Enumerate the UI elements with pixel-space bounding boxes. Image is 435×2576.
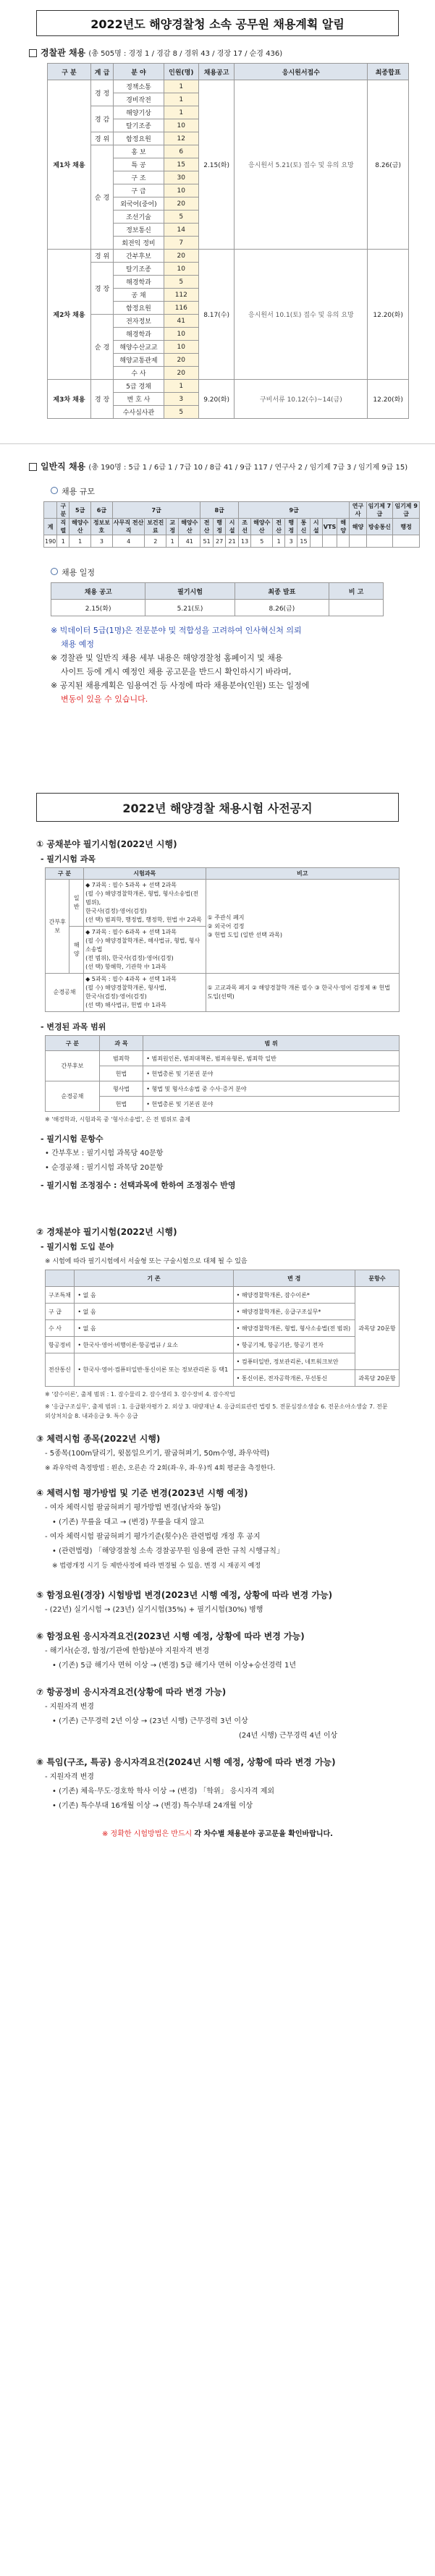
sched-cell: 5.21(토): [145, 600, 235, 616]
scale-value: 190: [44, 535, 57, 548]
new-cell: • 컴퓨터일반, 정보관리론, 네트워크보안: [233, 1353, 355, 1370]
table-row: [46, 868, 400, 880]
scale-value: [366, 535, 393, 548]
scale-value: 3: [91, 535, 113, 548]
notice-h7c: (24년 시행) 근무경력 4년 이상: [239, 1732, 338, 1740]
notice-h1: ① 공채분야 필기시험(2022년 시행): [36, 839, 177, 849]
count-cell: 112: [164, 289, 198, 302]
count-cell: 5: [164, 406, 198, 419]
count-cell: 30: [164, 171, 198, 184]
final-cell: 12.20(화): [368, 250, 409, 380]
field-cell: 전산통신: [46, 1353, 75, 1387]
count-cell: 1: [164, 380, 198, 393]
field-cell: 해양교통관제: [114, 354, 164, 367]
range-cell: • 범죄원인론, 범죄대책론, 범죄유형론, 범죄학 일반: [143, 1051, 400, 1066]
field-cell: 해경학과: [114, 276, 164, 289]
footer-note: [0, 1827, 435, 1838]
count-cell: 20: [164, 250, 198, 263]
footer-red: ※ 정확한 시험방법은 반드시: [102, 1830, 193, 1838]
rank-cell: 순 경: [90, 145, 113, 250]
count-cell: 10: [164, 119, 198, 132]
police-section-title: [29, 46, 435, 59]
notice-h3: ③ 체력시험 종목(2022년 시행): [36, 1434, 161, 1444]
sched-head: 필기시험: [145, 583, 235, 600]
remark-line: ② 외국어 검정: [207, 922, 245, 930]
sched-cell: 8.26(금): [235, 600, 329, 616]
subject-line: (선 택) 해사법규, 헌법 中 1과목: [85, 1002, 166, 1008]
checkbox-icon: [29, 49, 37, 57]
count-cell: 10: [164, 184, 198, 197]
gongo-cell: 9.20(화): [198, 380, 235, 419]
field-cell: 함정요원: [114, 302, 164, 315]
scale-value: 41: [179, 535, 200, 548]
count-cell: 3: [164, 393, 198, 406]
table-header: 변 경: [233, 1270, 355, 1287]
count-cell: 6: [164, 145, 198, 158]
rank-cell: 경 장: [90, 263, 113, 315]
general-scale-table: [43, 501, 420, 548]
field-cell: 탈기조종: [114, 263, 164, 276]
note-1: 빅데이터 5급(1명)은 전문분야 및 적합성을 고려하여 인사혁신처 의뢰: [59, 626, 302, 635]
notice-h1c: - 필기시험 문항수: [41, 1134, 104, 1144]
field-cell: 항공정비: [46, 1337, 75, 1353]
sub-cell: 해양: [69, 927, 84, 974]
subject-cell: [84, 974, 206, 1012]
subject-line: ◆ 7과목 : 필수 5과목 + 선택 2과목: [85, 882, 177, 888]
table-header: 과 목: [99, 1036, 143, 1051]
table-row: [46, 1304, 400, 1320]
notice-h7a: - 지원자격 변경: [45, 1703, 94, 1711]
table-header: 분 야: [114, 64, 164, 80]
scale-head: 9급: [238, 502, 349, 519]
table-row: [46, 1337, 400, 1353]
table-row: [46, 1270, 400, 1287]
new-cell: • 항공기체, 항공기관, 항공기 전자: [233, 1337, 355, 1353]
table-header: 구 분: [48, 64, 91, 80]
new-cell: • 해양경찰학개론, 형법, 형사소송법(전 범위): [233, 1320, 355, 1337]
field-cell: 공 채: [114, 289, 164, 302]
notice-h4: ④ 체력시험 평가방법 및 기준 변경(2023년 시행 예정): [36, 1488, 248, 1498]
scale-value: 27: [213, 535, 226, 548]
sched-cell: 2.15(화): [51, 600, 145, 616]
footer-black: 각 차수별 채용분야 공고문을 확인바랍니다.: [194, 1830, 333, 1838]
field-cell: 변 호 사: [114, 393, 164, 406]
scale-value: [310, 535, 322, 548]
table-row: [46, 1353, 400, 1370]
career-note-2: ※ '응급구조실무', 출제 범위 : 1. 응급환자평가 2. 외상 3. 대량재난 4. 응급의료관련 법령 5. 전문심장소생술 6. 전문소아소생술 7. 전문외상처치술 8. 내과응급 9. 특수 응급: [45, 1403, 388, 1419]
final-cell: 12.20(화): [368, 380, 409, 419]
table-header: 범 위: [143, 1036, 400, 1051]
circle-icon: [51, 568, 58, 575]
scale-subhead: 해양수산: [179, 519, 200, 535]
scale-subhead: 행정: [285, 519, 297, 535]
subject-line: 한국사(검정)·영어(검정): [85, 993, 147, 1000]
scale-subhead: 행정: [213, 519, 226, 535]
field-cell: 정보통신: [114, 224, 164, 237]
table-header: 기 존: [75, 1270, 233, 1287]
subject-cell: 범죄학: [99, 1051, 143, 1066]
field-cell: 구조특채: [46, 1287, 75, 1304]
scale-subhead: 조선: [238, 519, 251, 535]
schedule-table: [51, 582, 384, 616]
count-line-2: • 순경공채 : 필기시험 과목당 20문항: [45, 1164, 164, 1172]
exam-subject-table: [45, 867, 400, 1012]
subject-cell: [84, 880, 206, 927]
scale-value: [393, 535, 420, 548]
table-row: [46, 1287, 400, 1304]
schedule-title: 채용 일정: [51, 566, 435, 578]
scale-value: 15: [297, 535, 311, 548]
general-label: 일반직 채용: [41, 462, 86, 472]
notice-h1d: - 필기시험 조정점수 : 선택과목에 한하여 조정점수 반영: [41, 1181, 236, 1190]
notice-h6a: - 해기사(순경, 함정/기관에 한함)분야 지원자격 변경: [45, 1647, 210, 1655]
general-detail: (총 190명 : 5급 1 / 6급 1 / 7급 10 / 8급 41 / 9급 117 / 연구사 2 / 임기제 7급 3 / 임기제 9급 15): [88, 464, 408, 472]
count-cell: 1: [164, 80, 198, 93]
notice-h4e: ※ 법령개정 시기 등 제반사정에 따라 변경될 수 있음. 변경 시 재공지 예정: [52, 1563, 261, 1570]
scale-value: 1: [273, 535, 285, 548]
scale-value: 1: [69, 535, 91, 548]
rank-cell: 순 경: [90, 315, 113, 380]
scale-head: 임기제 9급: [393, 502, 420, 519]
scale-head: 6급: [91, 502, 113, 519]
rank-cell: 경 감: [90, 106, 113, 132]
range-cell: • 헌법총론 및 기본권 분야: [143, 1097, 400, 1112]
scale-subhead: VTS: [322, 519, 337, 535]
group-cell: 간부후보: [46, 1051, 100, 1081]
table-header: 응시원서접수: [235, 64, 368, 80]
table-row: [48, 380, 409, 393]
scale-value: [322, 535, 337, 548]
scale-value: 13: [238, 535, 251, 548]
sched-cell: [329, 600, 384, 616]
table-header: 시험과목: [84, 868, 206, 880]
group-cell: 제2차 채용: [48, 250, 91, 380]
rank-cell: 경 정: [90, 80, 113, 106]
scale-value: 1: [57, 535, 69, 548]
apply-cell: 응시원서 5.21(토) 접수 및 유의 요망: [235, 80, 368, 250]
table-header: 채용공고: [198, 64, 235, 80]
scale-head: 5급: [69, 502, 91, 519]
subject-cell: 형사법: [99, 1081, 143, 1097]
table-row: [46, 974, 400, 1012]
gongo-cell: 2.15(화): [198, 80, 235, 250]
note-3b: 변동이 있을 수 있습니다.: [61, 694, 148, 704]
field-cell: 구 급: [114, 184, 164, 197]
notice-h4b: • (기존) 무릎을 대고 → (변경) 무릎을 대지 않고: [52, 1518, 204, 1526]
notice-h6b: • (기존) 5급 해기사 면허 이상 → (변경) 5급 해기사 면허 이상+승선경력 1년: [52, 1662, 296, 1670]
rank-cell: 경 위: [90, 250, 113, 263]
table-row: [46, 880, 400, 927]
field-cell: 함정요원: [114, 132, 164, 145]
subject-line: (필 수) 해양경찰학개론, 형사법,: [85, 985, 166, 991]
field-cell: 경비작전: [114, 93, 164, 106]
field-cell: 회전익 정비: [114, 237, 164, 250]
count-cell: 과목당 20문항: [355, 1287, 399, 1370]
count-cell: 5: [164, 211, 198, 224]
group-cell: 순경공채: [46, 974, 84, 1012]
notice-h1b: - 변경된 과목 범위: [41, 1022, 106, 1032]
field-cell: 해양기상: [114, 106, 164, 119]
gongo-cell: 8.17(수): [198, 250, 235, 380]
scale-value: 1: [166, 535, 179, 548]
subject-cell: 헌법: [99, 1066, 143, 1081]
scale-subhead: 직렬: [57, 519, 69, 535]
notice-h4c: - 여자 체력시험 팔굽혀펴기 평가기준(횟수)은 관련법령 개정 후 공지: [45, 1533, 261, 1541]
count-cell: 14: [164, 224, 198, 237]
scale-subhead: 전산: [200, 519, 214, 535]
notice-h2a-note: ※ 시험에 따라 필기시험에서 서술형 또는 구술시험으로 대체 될 수 있음: [45, 1258, 248, 1265]
group-cell: 순경공채: [46, 1081, 100, 1112]
count-cell: 15: [164, 158, 198, 171]
notice-h4d: • (관련법령) 「해양경찰청 소속 경찰공무원 임용에 관한 규칙 시행규칙」: [52, 1547, 284, 1555]
field-cell: 수 사: [46, 1320, 75, 1337]
field-cell: 해경학과: [114, 328, 164, 341]
group-cell: 간부후보: [46, 880, 69, 974]
subject-cell: [84, 927, 206, 974]
scale-subhead: 교정: [166, 519, 179, 535]
sched-head: 비 고: [329, 583, 384, 600]
subject-line: (선 택) 범죄학, 행정법, 행정학, 헌법 中 2과목: [85, 917, 202, 923]
table-row: [46, 1036, 400, 1051]
page-title: 2022년도 해양경찰청 소속 공무원 채용계획 알림: [36, 10, 399, 36]
table-row: [46, 1081, 400, 1097]
notice-h8b: • (기존) 체육·무도·경호학 학사 이상 → (변경) 「학위」 응시자격 제외: [52, 1788, 275, 1795]
table-row: [48, 250, 409, 263]
subject-line: (필 수) 해양경찰학개론, 해사법규, 형법, 형사소송법: [85, 938, 200, 953]
scale-value: 21: [226, 535, 239, 548]
note-2: 경찰관 및 일반직 채용 세부 내용은 해양경찰청 홈페이지 및 채용: [59, 653, 283, 663]
notice-h8: ⑧ 특임(구조, 특공) 응시자격요건(2024년 시행 예정, 상황에 따라 변경 가능): [36, 1757, 336, 1767]
notice-h2: ② 경채분야 필기시험(2022년 시행): [36, 1227, 177, 1237]
count-cell: 116: [164, 302, 198, 315]
circle-icon: [51, 487, 58, 494]
field-cell: 홍 보: [114, 145, 164, 158]
table-row: [46, 1320, 400, 1337]
table-header: 계 급: [90, 64, 113, 80]
scale-head: [44, 502, 57, 519]
remark-cell: [206, 880, 399, 974]
divider: [0, 443, 435, 444]
scale-subhead: 해양: [337, 519, 350, 535]
sub-cell: 일반: [69, 880, 84, 927]
field-cell: 5급 경채: [114, 380, 164, 393]
field-cell: 구 급: [46, 1304, 75, 1320]
range-note: ※ '해경학과, 시험과목 중 '형사소송법', 은 전 범위로 출제: [45, 1116, 191, 1123]
count-cell: 10: [164, 263, 198, 276]
apply-cell: 응시원서 10.1(토) 접수 및 유의 요망: [235, 250, 368, 380]
subject-line: ◆ 7과목 : 필수 6과목 + 선택 1과목: [85, 929, 177, 935]
field-cell: 정책소통: [114, 80, 164, 93]
scale-value: 51: [200, 535, 214, 548]
count-cell: 10: [164, 328, 198, 341]
field-cell: 수 사: [114, 367, 164, 380]
count-cell: 과목당 20문항: [355, 1370, 399, 1387]
rank-cell: 경 위: [90, 132, 113, 145]
field-cell: 수사심사관: [114, 406, 164, 419]
scale-head: 연구사: [350, 502, 366, 519]
scale-value: 5: [251, 535, 273, 548]
scale-subhead: 전산: [273, 519, 285, 535]
scale-subhead: 방송통신: [366, 519, 393, 535]
field-cell: 특 공: [114, 158, 164, 171]
subject-cell: 헌법: [99, 1097, 143, 1112]
field-cell: 조선기술: [114, 211, 164, 224]
notice-h2a: - 필기시험 도입 분야: [41, 1242, 114, 1251]
notice-title: 2022년 해양경찰 채용시험 사전공지: [36, 793, 399, 822]
table-header: 구 분: [46, 1036, 100, 1051]
new-cell: • 통신이론, 전자공학개론, 무선통신: [233, 1370, 355, 1387]
notice-h5a: - (22년) 실기시험 → (23년) 실기시험(35%) + 필기시험(30%) 병행: [45, 1606, 263, 1614]
notice-h1a: - 필기시험 과목: [41, 854, 96, 864]
notice-h8c: • (기존) 특수부대 16개월 이상 → (변경) 특수부대 24개월 이상: [52, 1802, 253, 1810]
range-cell: • 형법 및 형사소송법 중 수사·증거 분야: [143, 1081, 400, 1097]
field-cell: 해양수산교교: [114, 341, 164, 354]
count-cell: 20: [164, 197, 198, 211]
notice-h4a: - 여자 체력시험 팔굽혀펴기 평가방법 변경(남자와 동일): [45, 1504, 221, 1512]
table-header: 문항수: [355, 1270, 399, 1287]
subject-line: ◆ 5과목 : 필수 4과목 + 선택 1과목: [85, 976, 177, 982]
field-cell: 탈기조종: [114, 119, 164, 132]
scale-head: 구분: [57, 502, 69, 519]
scale-subhead: 시설: [226, 519, 239, 535]
count-cell: 10: [164, 341, 198, 354]
count-cell: 5: [164, 276, 198, 289]
field-cell: 간부후보: [114, 250, 164, 263]
table-header: 인원(명): [164, 64, 198, 80]
new-cell: • 해양경찰학개론, 잠수이론*: [233, 1287, 355, 1304]
notice-h6: ⑥ 함정요원 응시자격요건(2023년 시행 예정, 상황에 따라 변경 가능): [36, 1631, 305, 1641]
table-row: [48, 80, 409, 93]
count-cell: 20: [164, 354, 198, 367]
scale-subhead: 계: [44, 519, 57, 535]
scale-title: 채용 규모: [51, 485, 435, 497]
notice-h3b: ※ 좌우악력 측정방법 : 왼손, 오른손 각 2회(좌·우, 좌·우)씩 4회 평균을 측정한다.: [45, 1465, 276, 1472]
sched-head: 최종 발표: [235, 583, 329, 600]
old-cell: • 한국사·영어·컴퓨터일반·통신이론 또는 정보관리론 등 택1: [75, 1353, 233, 1387]
scale-subhead: 사무직 전산직: [113, 519, 144, 534]
count-cell: 7: [164, 237, 198, 250]
table-header: 최종합표: [368, 64, 409, 80]
scale-head: 7급: [112, 502, 200, 519]
scale-value: 4: [112, 535, 145, 548]
count-cell: 20: [164, 367, 198, 380]
table-header: 비고: [206, 868, 399, 880]
police-plan-table: [47, 63, 409, 419]
note-3: 공지된 채용계획은 임용여건 등 사정에 따라 채용분야(인원) 또는 일정에: [59, 681, 310, 690]
note-2b: 사이트 등에 게시 예정인 채용 공고문을 반드시 확인하시기 바라며,: [61, 667, 292, 676]
notice-h7: ⑦ 항공정비 응시자격요건(상황에 따라 변경 가능): [36, 1687, 227, 1697]
sched-head: 채용 공고: [51, 583, 145, 600]
group-cell: 제3차 채용: [48, 380, 91, 419]
subject-line: (전 범위), 한국사(검정)·영어(검정): [85, 955, 174, 961]
career-exam-table: [45, 1270, 400, 1387]
field-cell: 구 조: [114, 171, 164, 184]
notice-h3a: - 5종목(100m달리기, 윗몸일으키기, 팔굽혀펴기, 50m수영, 좌우악력): [45, 1450, 270, 1458]
subject-line: (선 택) 항해학, 기관학 中 1과목: [85, 964, 166, 970]
range-cell: • 헌법총론 및 기본권 분야: [143, 1066, 400, 1081]
scale-value: [350, 535, 366, 548]
scale-value: [337, 535, 350, 548]
police-detail: (총 505명 : 경정 1 / 경감 8 / 경위 43 / 경장 17 / 순경 436): [88, 50, 283, 58]
scale-head: 임기제 7급: [366, 502, 393, 519]
remark-line: ① 주관식 폐지: [207, 914, 245, 921]
count-cell: 1: [164, 93, 198, 106]
note-1b: 채용 예정: [61, 639, 95, 649]
scale-subhead: 시설: [310, 519, 322, 535]
remark-cell: ① 고교과목 폐지 ② 해양경찰학 개론 필수 ③ 한국사·영어 검정제 ④ 헌법 도입(선택): [206, 974, 399, 1012]
general-section-title: [29, 460, 435, 472]
range-table: [45, 1035, 400, 1112]
count-line-1: • 간부후보 : 필기시험 과목당 40문항: [45, 1149, 164, 1157]
old-cell: • 없 음: [75, 1287, 233, 1304]
scale-subhead: 해양수산: [69, 519, 91, 535]
count-cell: 12: [164, 132, 198, 145]
scale-subhead: 해양수산: [251, 519, 273, 535]
table-header: [46, 1270, 75, 1287]
scale-subhead: 행정: [393, 519, 420, 535]
scale-subhead: 보건진료: [145, 519, 166, 535]
notice-h8a: - 지원자격 변경: [45, 1773, 94, 1781]
old-cell: • 없 음: [75, 1320, 233, 1337]
new-cell: • 해양경찰학개론, 응급구조실무*: [233, 1304, 355, 1320]
notice-h7b: • (기존) 근무경력 2년 이상 → (23년 시행) 근무경력 3년 이상: [52, 1717, 248, 1725]
apply-cell: 구비서류 10.12(수)~14(금): [235, 380, 368, 419]
police-label: 경찰관 채용: [41, 48, 86, 58]
scale-subhead: 정보보호: [91, 519, 113, 535]
table-row: [46, 1051, 400, 1066]
field-cell: 외국어(중어): [114, 197, 164, 211]
count-cell: 1: [164, 106, 198, 119]
field-cell: 전자정보: [114, 315, 164, 328]
subject-line: (필 수) 해양경찰학개론, 형법, 형사소송법(전 범위),: [85, 890, 199, 906]
scale-subhead: 통신: [297, 519, 311, 535]
subject-line: 한국사(검정)·영어(검정): [85, 908, 147, 914]
notice-h5: ⑤ 함정요원(경장) 시험방법 변경(2023년 시행 예정, 상황에 따라 변경 가능): [36, 1590, 333, 1600]
count-cell: 41: [164, 315, 198, 328]
old-cell: • 한국사·영어·비행이론·항공법규 / 요소: [75, 1337, 233, 1353]
notes: ※ 빅데이터 5급(1명)은 전문분야 및 적합성을 고려하여 인사혁신처 의뢰 채용 예정 ※ 경찰관 및 일반직 채용 세부 내용은 해양경찰청 홈페이지 및 채용 사이트 등에 게시 예정인 채용 공고문을 반드시 확인하시기 바라며, ※ 공지된 채용계획은 임용여건 등 사정에 따라 채용분야(인원) 또는 일정에 변동이 있을 수 있습니다.: [51, 624, 399, 706]
final-cell: 8.26(금): [368, 80, 409, 250]
scale-value: 2: [145, 535, 166, 548]
scale-value: 3: [285, 535, 297, 548]
group-cell: 제1차 채용: [48, 80, 91, 250]
scale-subhead: 해양: [350, 519, 366, 535]
table-header: 구 분: [46, 868, 84, 880]
rank-cell: 경 장: [90, 380, 113, 419]
career-note-1: ※ '잠수이론', 출제 범위 : 1. 잠수물리 2. 잠수생리 3. 잠수장비 4. 잠수작업: [45, 1391, 235, 1398]
checkbox-icon: [29, 463, 37, 471]
scale-head: 8급: [200, 502, 239, 519]
remark-line: ③ 헌법 도입 (일반 선택 과목): [207, 931, 282, 938]
old-cell: • 없 음: [75, 1304, 233, 1320]
